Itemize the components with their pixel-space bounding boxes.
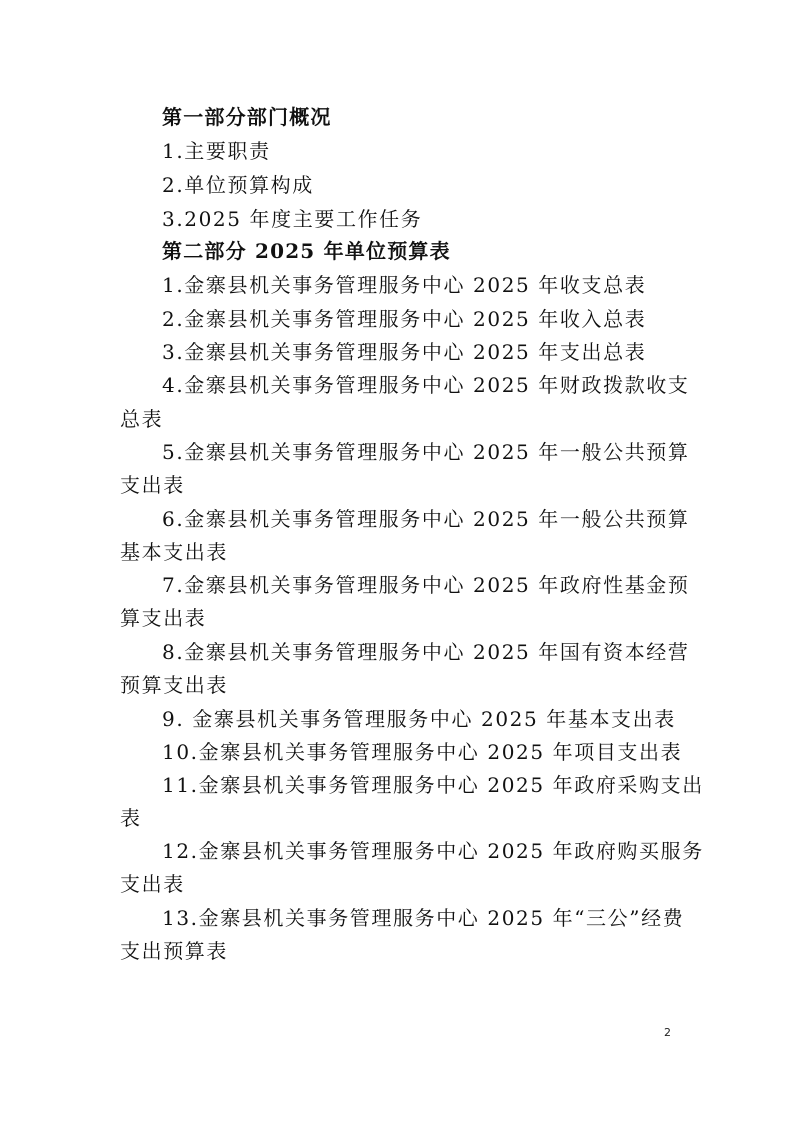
part2-item-2: 2.金寨县机关事务管理服务中心 2025 年收入总表 [162, 307, 647, 331]
part2-item-8-line-1: 8.金寨县机关事务管理服务中心 2025 年国有资本经营 [162, 640, 690, 664]
part2-item-5-line-1: 5.金寨县机关事务管理服务中心 2025 年一般公共预算 [162, 440, 690, 464]
part2-item-3: 3.金寨县机关事务管理服务中心 2025 年支出总表 [162, 340, 647, 364]
part2-item-8-line-2: 预算支出表 [120, 673, 228, 697]
part2-item-13-line-2: 支出预算表 [120, 939, 228, 963]
part2-item-7-line-2: 算支出表 [120, 606, 207, 630]
part2-item-12-line-1: 12.金寨县机关事务管理服务中心 2025 年政府购买服务 [162, 839, 704, 863]
part1-item-1: 1.主要职责 [162, 139, 271, 163]
part2-item-6-line-2: 基本支出表 [120, 540, 228, 564]
part2-item-12-line-2: 支出表 [120, 872, 185, 896]
part2-item-9: 9. 金寨县机关事务管理服务中心 2025 年基本支出表 [162, 707, 676, 731]
part2-item-5-line-2: 支出表 [120, 473, 185, 497]
part2-item-4-line-2: 总表 [120, 407, 164, 431]
part1-title: 第一部分部门概况 [162, 105, 332, 129]
part1-item-2: 2.单位预算构成 [162, 173, 314, 197]
part2-item-4-line-1: 4.金寨县机关事务管理服务中心 2025 年财政拨款收支 [162, 373, 690, 397]
part2-item-1: 1.金寨县机关事务管理服务中心 2025 年收支总表 [162, 273, 647, 297]
part2-item-10: 10.金寨县机关事务管理服务中心 2025 年项目支出表 [162, 740, 683, 764]
part2-item-7-line-1: 7.金寨县机关事务管理服务中心 2025 年政府性基金预 [162, 573, 690, 597]
part2-item-6-line-1: 6.金寨县机关事务管理服务中心 2025 年一般公共预算 [162, 507, 690, 531]
part1-item-3: 3.2025 年度主要工作任务 [162, 207, 423, 231]
page-number: 2 [664, 1026, 671, 1039]
part2-item-13-line-1: 13.金寨县机关事务管理服务中心 2025 年“三公”经费 [162, 906, 685, 930]
part2-item-11-line-1: 11.金寨县机关事务管理服务中心 2025 年政府采购支出 [162, 773, 704, 797]
part2-title: 第二部分 2025 年单位预算表 [162, 239, 451, 263]
part2-item-11-line-2: 表 [120, 806, 142, 830]
